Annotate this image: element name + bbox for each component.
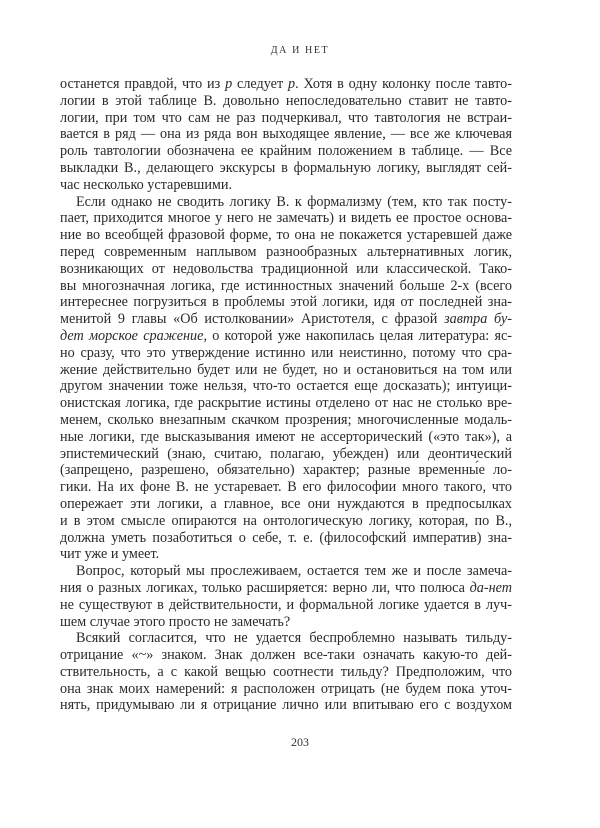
text-line — [60, 395, 512, 412]
text-line — [60, 378, 512, 395]
text-segment: не существуют в действительности, и формальной логике удается в луч- — [60, 596, 512, 613]
text-segment: отрицание «~» знаком. Знак должен все-таки означать какую-то дей- — [60, 647, 512, 664]
running-head: ДА И НЕТ — [270, 45, 330, 56]
text-segment: ния о разных логиках, только расширяется: верно ли, что полюса — [60, 579, 470, 596]
text-segment: вы многозначная логика, где истинностных значений больше 2-х (всего — [60, 277, 512, 294]
text-line — [60, 345, 512, 362]
text-line — [60, 210, 512, 227]
text-line — [60, 244, 512, 261]
text-segment: ние во всеобщей фразовой форме, то она не покажется устаревшей даже — [60, 227, 512, 244]
text-line — [60, 126, 512, 143]
text-segment: шем случае этого просто не замечать? — [60, 613, 291, 630]
paragraph — [60, 630, 512, 714]
text-line — [60, 261, 512, 278]
text-line — [60, 647, 512, 664]
text-segment: , о которой уже накопилась целая литература: яс- — [203, 327, 512, 344]
text-line — [60, 412, 512, 429]
text-segment: чит уже и умеет. — [60, 546, 160, 563]
text-line — [60, 496, 512, 513]
text-segment: и в этом смысле опираются на онтологическую логику, которая, по В., — [60, 512, 512, 529]
text-segment: интереснее погрузиться в проблемы этой логики, идя от последней зна- — [60, 294, 512, 311]
text-segment: она знак моих намерений: я расположен отрицать (не будем пока уточ- — [60, 680, 512, 697]
text-line — [60, 446, 512, 463]
text-line — [60, 93, 512, 110]
text-segment: но сразу, что это утверждение истинно или неистинно, потому что сра- — [60, 344, 512, 361]
paragraph — [60, 194, 512, 564]
text-segment: Вопрос, который мы прослеживаем, остается тем же и после замеча- — [76, 563, 512, 580]
text-line — [60, 110, 512, 127]
text-line — [60, 664, 512, 681]
text-segment: Всякий согласится, что не удается беспроблемно называть тильду- — [76, 630, 512, 647]
text-line — [60, 546, 512, 563]
italic-text: p — [225, 76, 233, 92]
text-line — [60, 614, 512, 631]
text-segment: перед современным наплывом разнообразных альтернативных логик, — [60, 243, 512, 260]
text-line — [60, 697, 512, 714]
text-segment: онистская логика, где раскрытие истины отделено от нас не столько вре- — [60, 395, 512, 412]
text-segment: пает, приходится многое у него не замечать) и видеть ее простое основа- — [60, 210, 512, 227]
text-line — [60, 513, 512, 530]
text-segment: жение действительно будет или не будет, но и остановиться на том или — [60, 361, 512, 378]
text-segment: час несколько устаревшими. — [60, 176, 233, 193]
text-segment: возникающих от недовольства традиционной или классической. Тако- — [60, 260, 512, 277]
text-segment: менем, сколько внезапным скачком прозрения; многочисленные модаль- — [60, 411, 512, 428]
text-line — [60, 362, 512, 379]
text-segment: . Хотя в одну колонку после тавто- — [295, 76, 513, 92]
italic-text: дет морское сражение — [60, 327, 204, 344]
text-segment: выкладки В., делающего экскурсы в формальную логику, выглядят сей- — [60, 159, 512, 176]
text-segment: гики. На их фоне В. не устаревает. В его философии много такого, что — [60, 479, 512, 496]
body-text — [60, 76, 512, 714]
text-segment: роль тавтологии обозначена ее крайним положением в таблице. — Все — [60, 143, 512, 160]
italic-text: завтра бу- — [444, 311, 512, 328]
text-segment: нять, придумываю ли я отрицание лично или впитываю его с воздухом — [60, 697, 512, 714]
text-line — [60, 681, 512, 698]
page-number: 203 — [291, 735, 309, 749]
text-segment: (запрещено, разрешено, обязательно) характер; разные временны́е ло- — [60, 462, 512, 479]
text-line — [60, 630, 512, 647]
text-line — [60, 294, 512, 311]
text-line — [60, 479, 512, 496]
text-segment: должна уметь позаботиться о себе, т. е. (философский императив) зна- — [60, 529, 512, 546]
text-segment: логии в этой таблице В. довольно непоследовательно ставит не тавто- — [60, 92, 512, 109]
text-segment: другом значении тоже нельзя, что-то остается еще досказать); интуици- — [60, 378, 512, 395]
text-segment: следует — [232, 76, 289, 92]
text-line — [60, 563, 512, 580]
text-line — [60, 160, 512, 177]
text-line — [60, 76, 512, 93]
text-line — [60, 462, 512, 479]
text-segment: вается в ряд — она из ряда вон выходящее явление, — все же ключевая — [60, 126, 512, 143]
text-segment: Если однако не сводить логику В. к формализму (тем, кто так посту- — [76, 193, 512, 210]
text-segment: останется правдой, что из — [60, 76, 226, 92]
italic-text: p — [288, 76, 296, 92]
text-line — [60, 429, 512, 446]
text-segment: ные логики, где высказывания имеют не ассерторический («это так»), а — [60, 428, 512, 445]
text-line — [60, 227, 512, 244]
text-segment: логии, при том что сам не раз подчеркивал, что тавтология не встраи- — [60, 109, 512, 126]
paragraph — [60, 563, 512, 630]
italic-text: да-нет — [469, 579, 512, 596]
paragraph — [60, 76, 512, 194]
text-segment: эпистемический (знаю, считаю, полагаю, убежден) или деонтический — [60, 445, 512, 462]
text-line — [60, 278, 512, 295]
text-segment: ствительность, а с какой вещью соотнести тильду? Предположим, что — [60, 663, 512, 680]
text-line — [60, 530, 512, 547]
text-segment: опережает эти логики, а главное, все они нуждаются в предпосылках — [60, 495, 512, 512]
text-line — [60, 311, 512, 328]
text-line — [60, 143, 512, 160]
text-line — [60, 194, 512, 211]
text-line — [60, 597, 512, 614]
text-segment: менитой 9 главы «Об истолковании» Аристотеля, с фразой — [60, 311, 445, 328]
text-line — [60, 580, 512, 597]
text-line — [60, 328, 512, 345]
text-line — [60, 177, 512, 194]
